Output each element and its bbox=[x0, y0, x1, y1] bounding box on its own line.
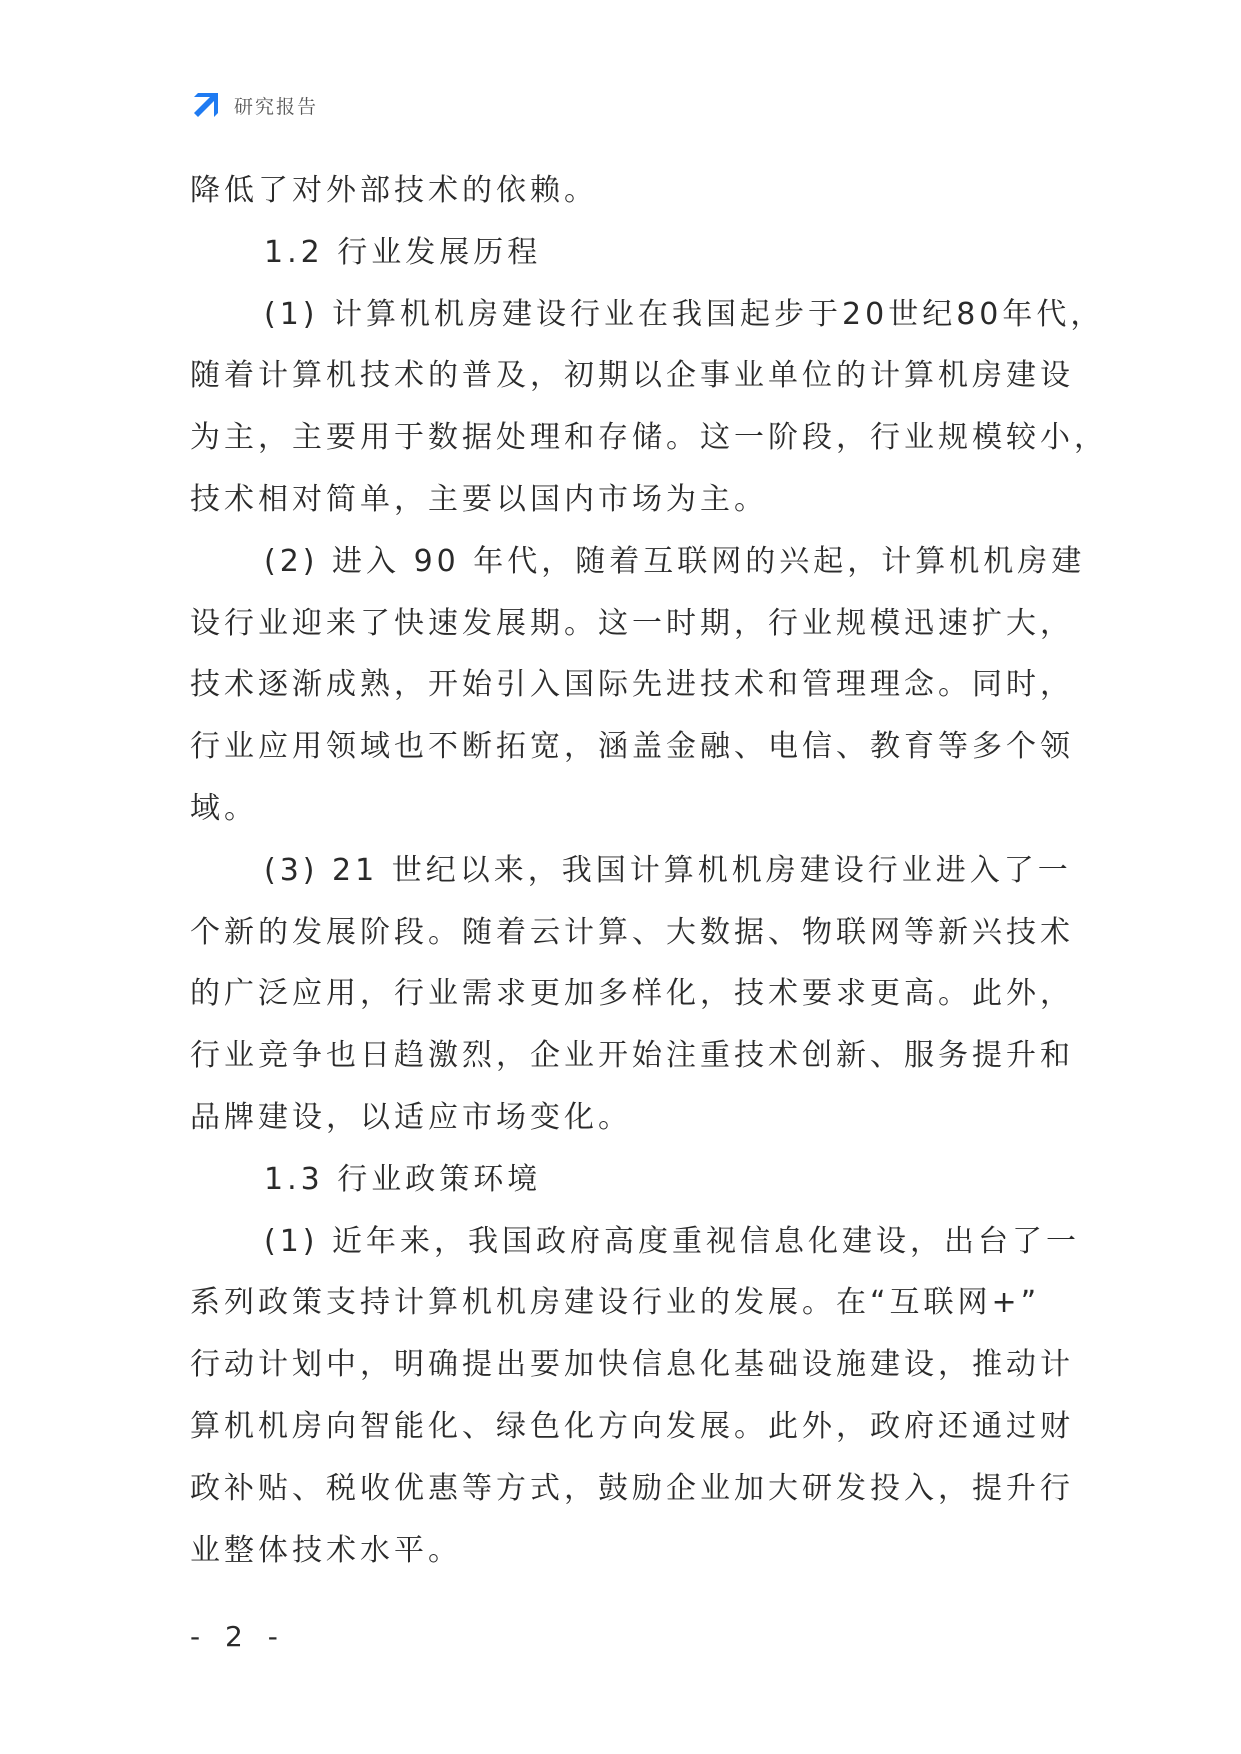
paragraph-line: 个新的发展阶段。随着云计算、大数据、物联网等新兴技术 bbox=[190, 914, 1074, 950]
paragraph-line: 技术相对简单，主要以国内市场为主。 bbox=[190, 481, 768, 517]
paragraph-line: 降低了对外部技术的依赖。 bbox=[190, 173, 598, 208]
paragraph-line: 算机机房向智能化、绿色化方向发展。此外，政府还通过财 bbox=[190, 1408, 1074, 1444]
paragraph-line: 行业竞争也日趋激烈，企业开始注重技术创新、服务提升和 bbox=[190, 1038, 1074, 1074]
paragraph-line: (1) 计算机机房建设行业在我国起步于20世纪80年代， bbox=[264, 296, 1105, 332]
paragraph-line: 系列政策支持计算机机房建设行业的发展。在“互联网+” bbox=[190, 1285, 1041, 1321]
header-title: 研究报告 bbox=[234, 95, 319, 118]
paragraph-line: 设行业迎来了快速发展期。这一时期，行业规模迅速扩大， bbox=[190, 605, 1074, 641]
paragraph-line: 为主，主要用于数据处理和存储。这一阶段，行业规模较小， bbox=[190, 420, 1108, 456]
paragraph-line: 业整体技术水平。 bbox=[190, 1532, 462, 1568]
paragraph-line: 随着计算机技术的普及，初期以企事业单位的计算机房建设 bbox=[190, 358, 1074, 394]
paragraph-line: 行业应用领域也不断拓宽，涵盖金融、电信、教育等多个领 bbox=[190, 729, 1074, 765]
paragraph-line: 行动计划中，明确提出要加快信息化基础设施建设，推动计 bbox=[190, 1347, 1074, 1383]
paragraph-line: 的广泛应用，行业需求更加多样化，技术要求更高。此外， bbox=[190, 976, 1074, 1012]
paragraph-line: 技术逐渐成熟，开始引入国际先进技术和管理理念。同时， bbox=[190, 667, 1074, 703]
section-heading: 1.2 行业发展历程 bbox=[264, 234, 542, 270]
arrow-up-right-icon bbox=[190, 89, 222, 121]
paragraph-line: 域。 bbox=[190, 790, 258, 826]
paragraph-line: 政补贴、税收优惠等方式，鼓励企业加大研发投入，提升行 bbox=[190, 1470, 1074, 1506]
page-number: - 2 - bbox=[190, 1620, 286, 1653]
document-body bbox=[190, 160, 1108, 1581]
page-header bbox=[190, 88, 318, 122]
section-heading: 1.3 行业政策环境 bbox=[264, 1161, 542, 1197]
paragraph-line: (1) 近年来，我国政府高度重视信息化建设，出台了一 bbox=[264, 1223, 1081, 1259]
paragraph-line: (3) 21 世纪以来，我国计算机机房建设行业进入了一 bbox=[264, 852, 1072, 888]
paragraph-line: (2) 进入 90 年代，随着互联网的兴起，计算机机房建 bbox=[264, 543, 1086, 579]
paragraph-line: 品牌建设，以适应市场变化。 bbox=[190, 1099, 632, 1135]
